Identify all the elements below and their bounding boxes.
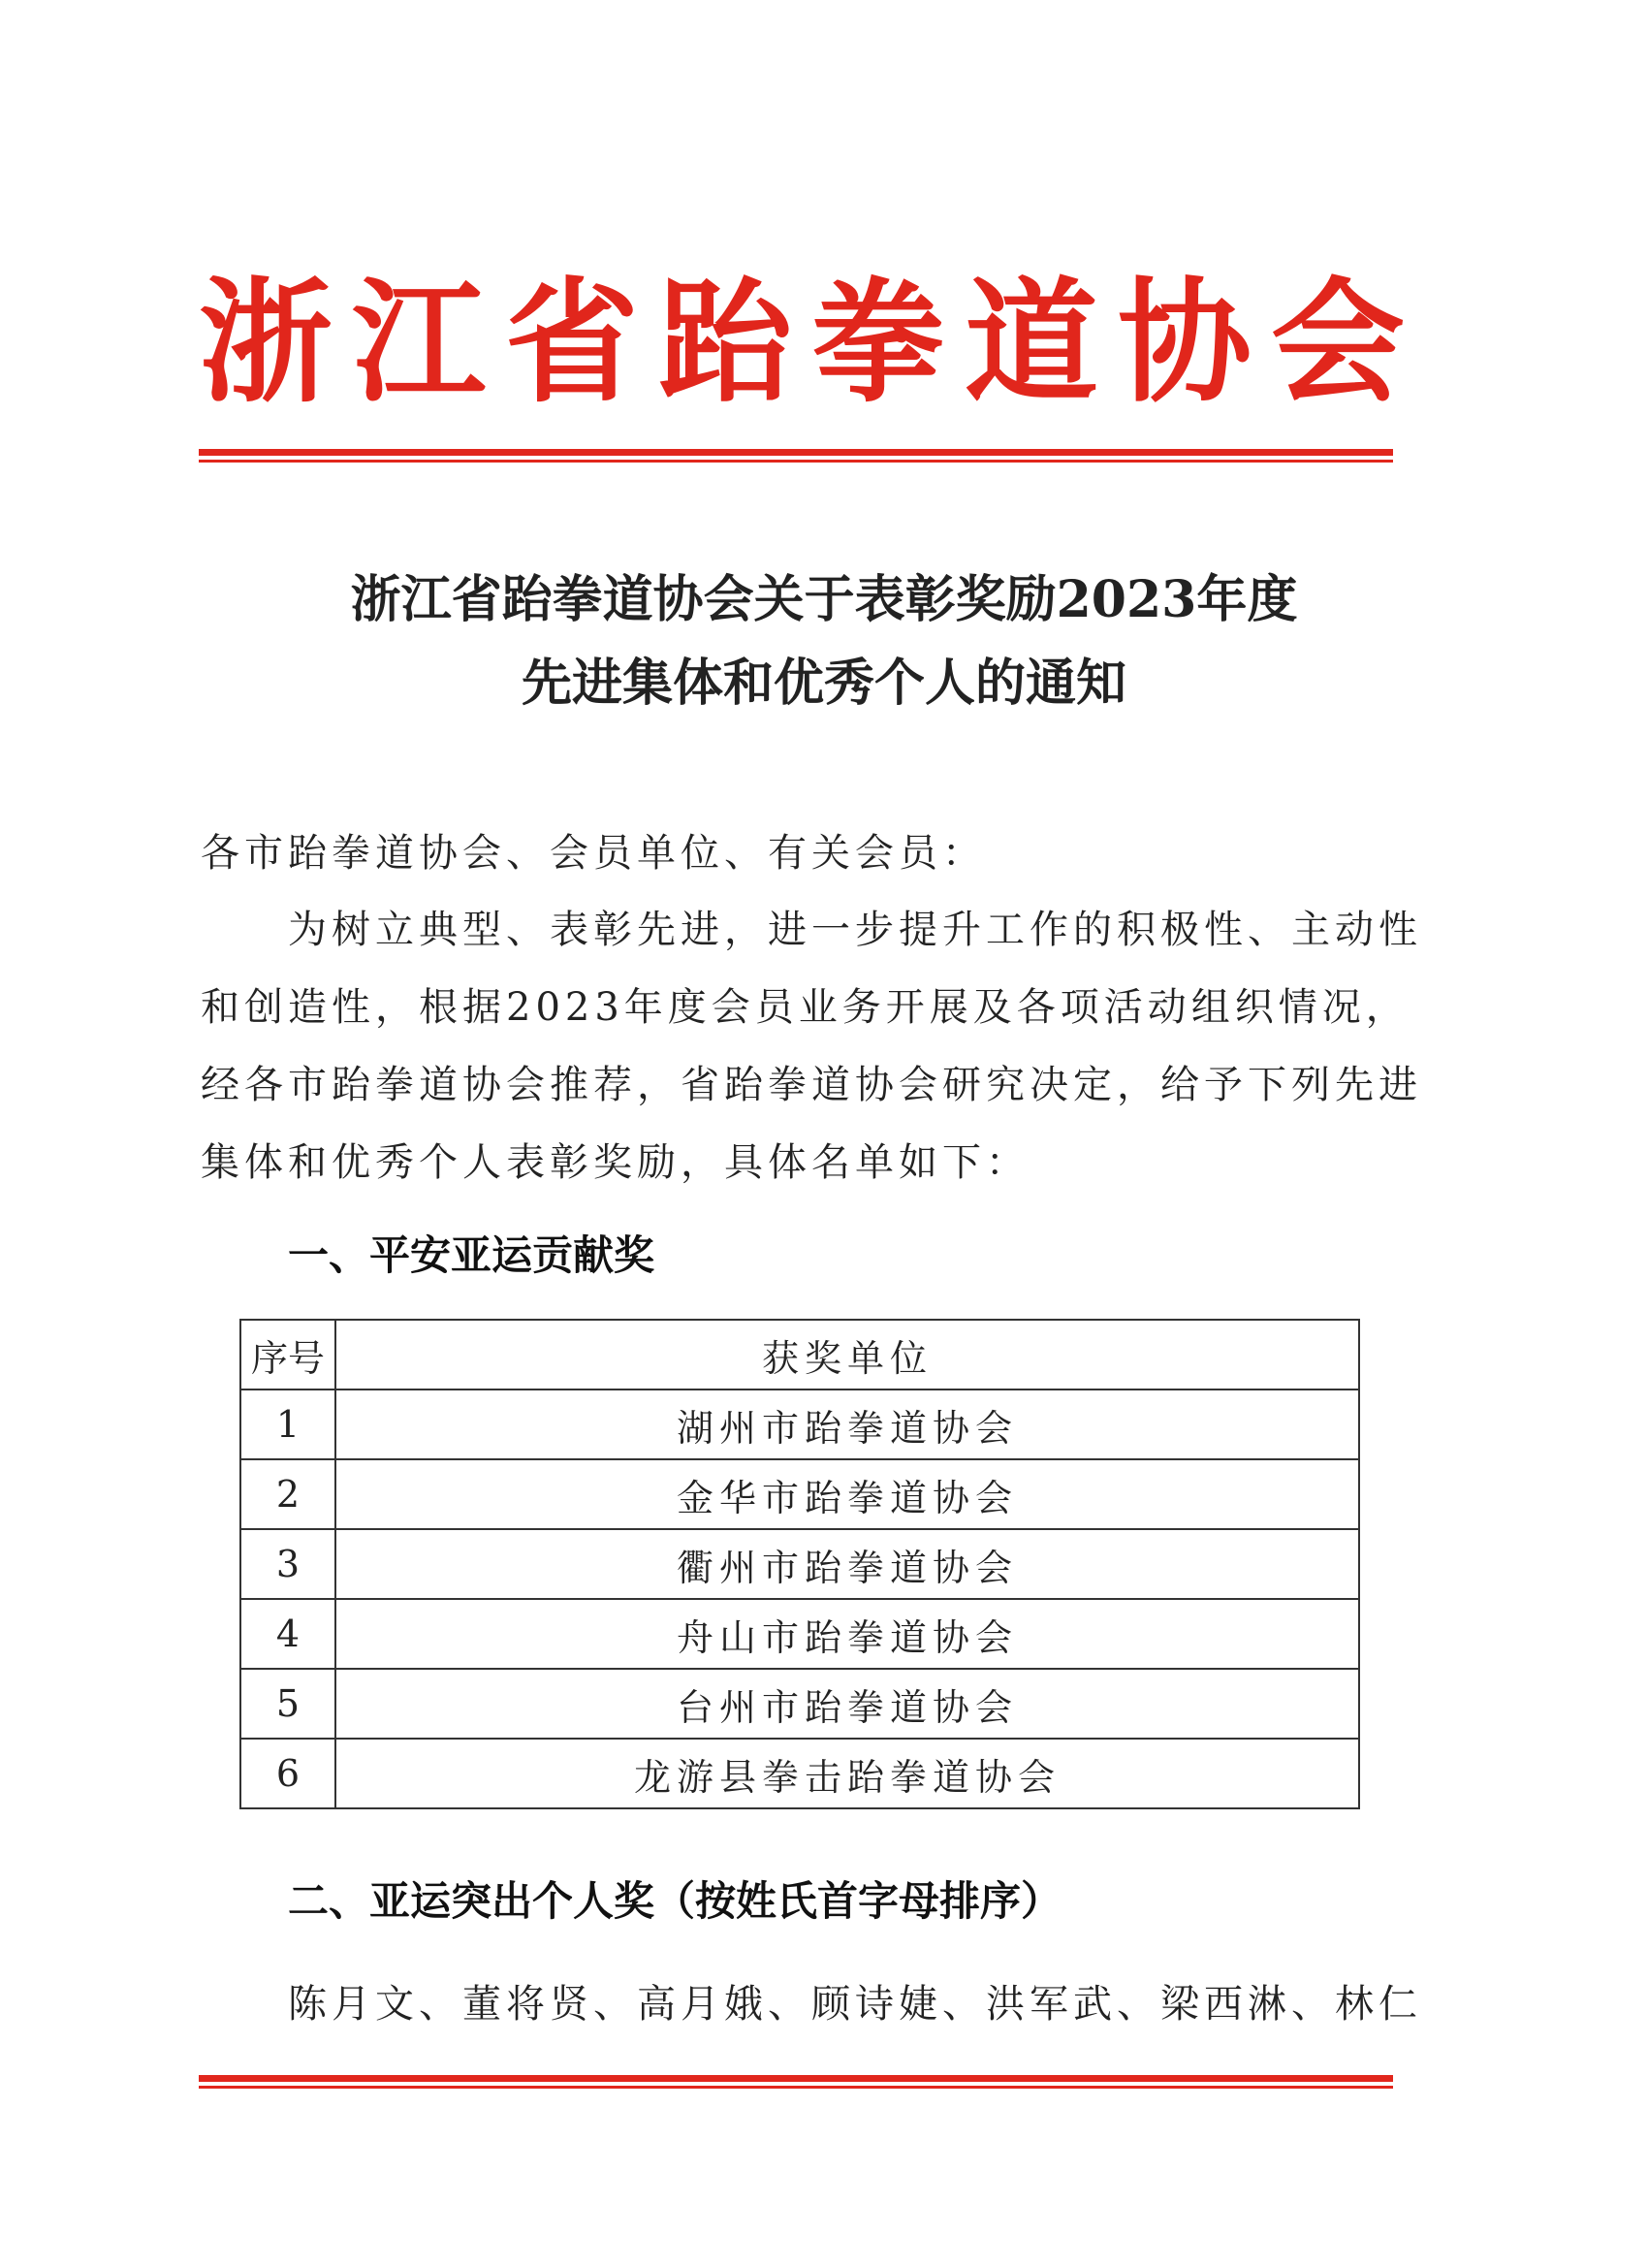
table-header-row: [240, 1320, 1359, 1390]
header-index: 序号: [240, 1320, 335, 1390]
document-title-line-2: 先进集体和优秀个人的通知: [521, 654, 1126, 713]
document-title-line-1: 浙江省跆拳道协会关于表彰奖励2023年度: [350, 570, 1298, 629]
red-rule-thick: [199, 449, 1393, 456]
table-row: [240, 1739, 1359, 1808]
letterhead-title: 浙江省跆拳道协会: [199, 263, 1425, 421]
row-unit: 台州市跆拳道协会: [335, 1669, 1359, 1739]
letterhead-red-rule: [199, 449, 1393, 463]
red-rule-thin: [199, 2086, 1393, 2089]
body-line-3: 经各市跆拳道协会推荐，省跆拳道协会研究决定，给予下列先进: [201, 1063, 1422, 1107]
row-unit: 湖州市跆拳道协会: [335, 1390, 1359, 1459]
table-row: [240, 1599, 1359, 1669]
row-unit: 舟山市跆拳道协会: [335, 1599, 1359, 1669]
red-rule-thin: [199, 460, 1393, 463]
award-names-line: 陈月文、董将贤、高月娥、顾诗婕、洪军武、梁西淋、林仁: [288, 1982, 1422, 2027]
section-1-heading: 一、平安亚运贡献奖: [288, 1231, 655, 1279]
row-unit: 龙游县拳击跆拳道协会: [335, 1739, 1359, 1808]
table-row: [240, 1459, 1359, 1529]
footer-red-rule: [199, 2075, 1393, 2089]
section-2-heading: 二、亚运突出个人奖（按姓氏首字母排序）: [288, 1877, 1062, 1925]
table-row: [240, 1669, 1359, 1739]
body-line-4: 集体和优秀个人表彰奖励，具体名单如下：: [201, 1140, 1030, 1185]
red-rule-thick: [199, 2075, 1393, 2082]
row-unit: 金华市跆拳道协会: [335, 1459, 1359, 1529]
row-index: 3: [240, 1529, 335, 1599]
body-line-1: 为树立典型、表彰先进，进一步提升工作的积极性、主动性: [288, 908, 1422, 952]
header-unit: 获奖单位: [335, 1320, 1359, 1390]
row-unit: 衢州市跆拳道协会: [335, 1529, 1359, 1599]
award-table: [239, 1319, 1360, 1809]
table-row: [240, 1529, 1359, 1599]
body-line-2: 和创造性，根据2023年度会员业务开展及各项活动组织情况，: [201, 985, 1410, 1030]
row-index: 5: [240, 1669, 335, 1739]
row-index: 6: [240, 1739, 335, 1808]
table-row: [240, 1390, 1359, 1459]
row-index: 1: [240, 1390, 335, 1459]
row-index: 2: [240, 1459, 335, 1529]
row-index: 4: [240, 1599, 335, 1669]
salutation: 各市跆拳道协会、会员单位、有关会员：: [201, 831, 986, 876]
